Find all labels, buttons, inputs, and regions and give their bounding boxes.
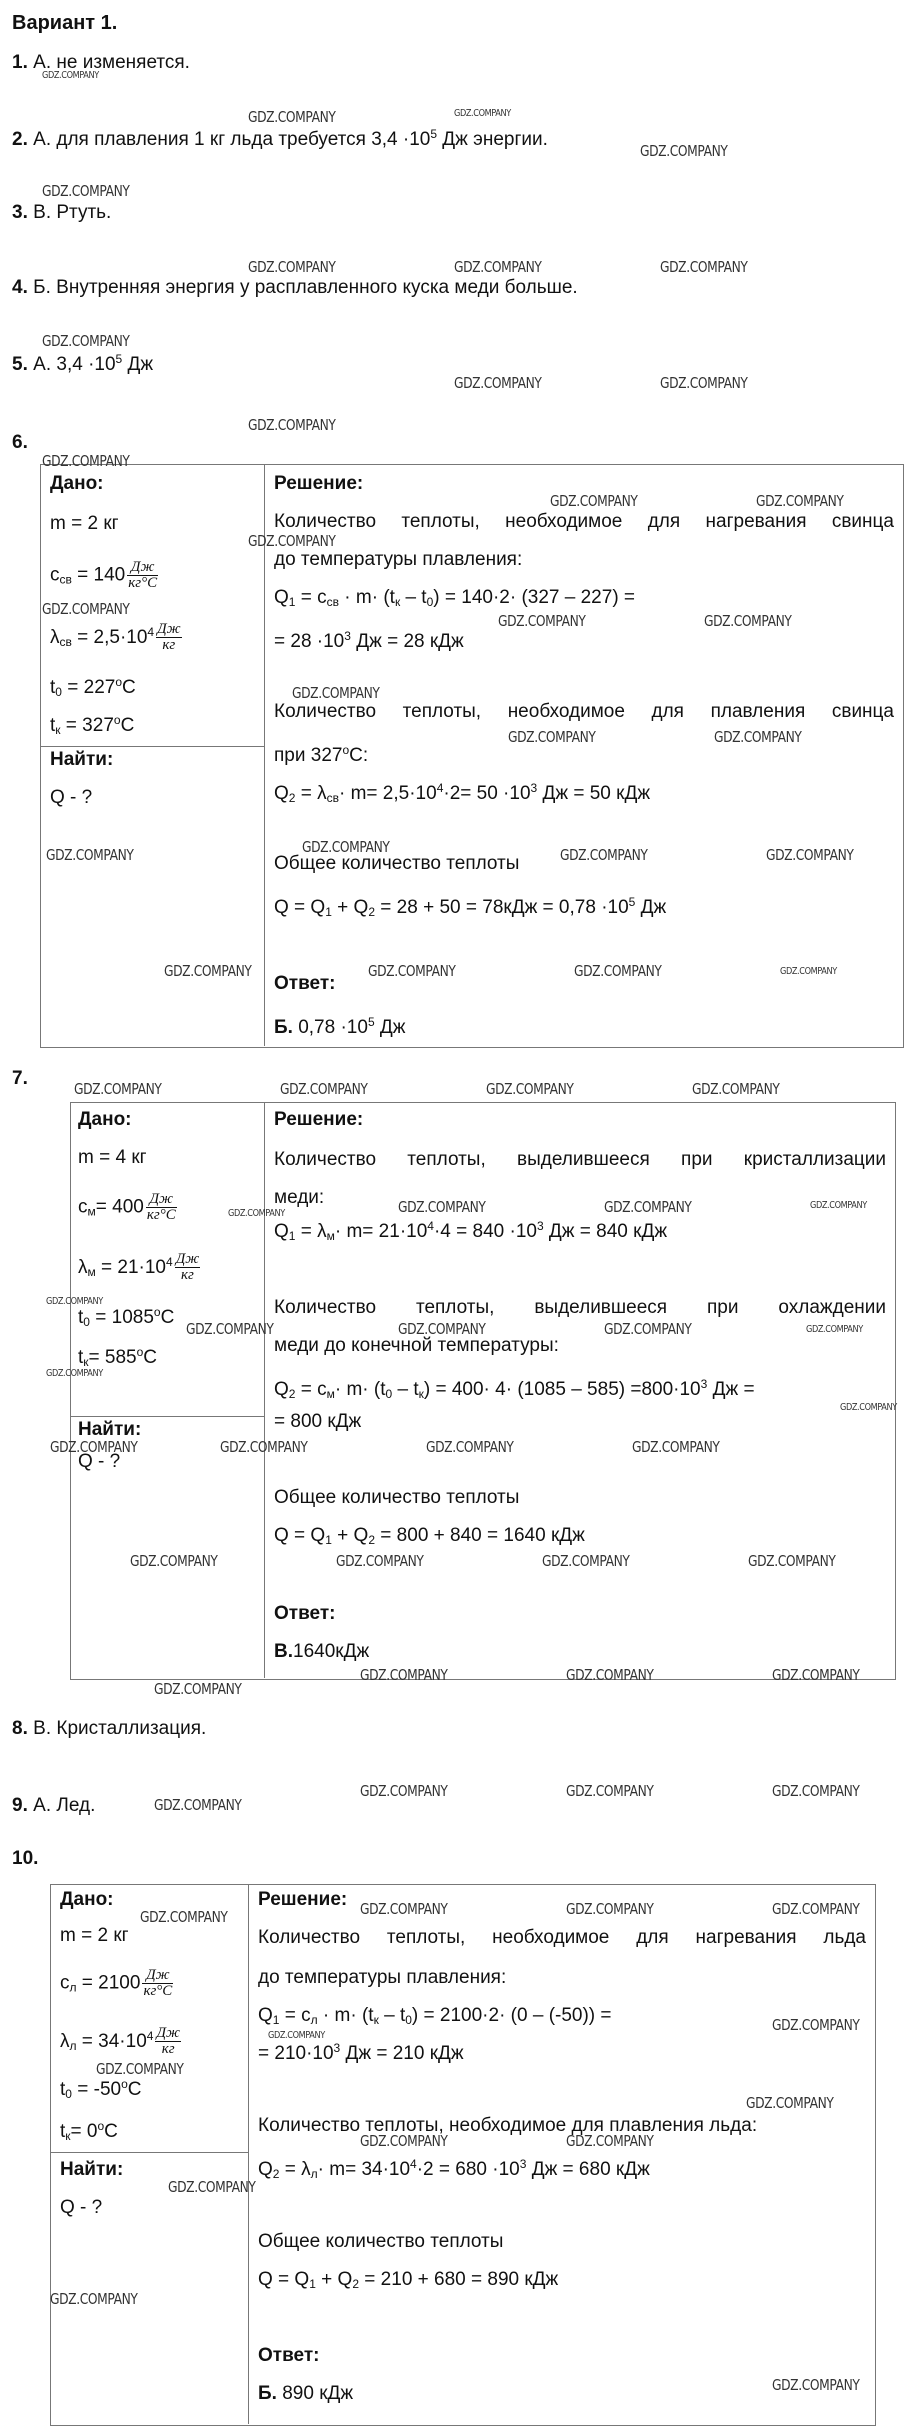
problem-6-given-divider	[40, 746, 264, 747]
given-mass: m = 2 кг	[60, 1925, 129, 1946]
watermark: GDZ.COMPANY	[756, 492, 844, 510]
formula-q-total: $Q = Q_1 + Q_2 = 210 + 680 = 890$ кДж	[258, 2269, 559, 2291]
answer-value: Б. 890 кДж	[258, 2383, 354, 2404]
watermark: GDZ.COMPANY	[486, 1080, 574, 1098]
watermark: GDZ.COMPANY	[46, 846, 134, 864]
watermark: GDZ.COMPANY	[566, 1782, 654, 1800]
given-latent-heat: $\lambda_л = 34\cdot 10^4$ $\frac{Дж}{кг}$	[60, 2025, 180, 2058]
watermark: GDZ.COMPANY	[398, 1198, 486, 1216]
solution-text: при $327^оС$:	[274, 743, 369, 766]
watermark: GDZ.COMPANY	[498, 612, 586, 630]
watermark: GDZ.COMPANY	[248, 416, 336, 434]
solution-text: до температуры плавления:	[274, 549, 523, 570]
watermark: GDZ.COMPANY	[660, 258, 748, 276]
watermark: GDZ.COMPANY	[50, 2290, 138, 2308]
solution-text: Общее количество теплоты	[258, 2231, 504, 2252]
given-t0: $t_0 = 1085^оС$	[78, 1305, 175, 1329]
given-tk: $t_к= 585^оС$	[78, 1345, 158, 1369]
formula-q-total: $Q = Q_1 + Q_2 = 28 + 50 = 78кДж = 0,78 \cdot 10^5$ Дж	[274, 895, 667, 919]
watermark: GDZ.COMPANY	[766, 846, 854, 864]
watermark: GDZ.COMPANY	[772, 1900, 860, 1918]
find-value: Q - ?	[50, 787, 93, 808]
watermark: GDZ.COMPANY	[46, 1296, 103, 1307]
formula-q-total: $Q = Q_1 + Q_2 = 800 + 840 = 1640$ кДж	[274, 1525, 585, 1547]
solution-label: Решение:	[274, 1109, 364, 1130]
problem-10-divider	[248, 1884, 249, 2424]
given-latent-heat: $\lambda_м = 21\cdot 10^4$ $\frac{Дж}{кг}$	[78, 1251, 200, 1284]
solution-text: до температуры плавления:	[258, 1967, 507, 1988]
watermark: GDZ.COMPANY	[140, 1908, 228, 1926]
watermark: GDZ.COMPANY	[42, 70, 99, 81]
formula-q2-result: = 800 кДж	[274, 1411, 362, 1432]
watermark: GDZ.COMPANY	[50, 1438, 138, 1456]
answer-label: Ответ:	[274, 973, 336, 994]
watermark: GDZ.COMPANY	[360, 1782, 448, 1800]
answer-4: 4. Б. Внутренняя энергия у расплавленного куска меди больше.	[12, 277, 578, 298]
watermark: GDZ.COMPANY	[560, 846, 648, 864]
answer-value: Б. $0,78 \cdot 10^5$ Дж	[274, 1015, 406, 1038]
watermark: GDZ.COMPANY	[640, 142, 728, 160]
watermark: GDZ.COMPANY	[454, 108, 511, 119]
watermark: GDZ.COMPANY	[360, 1666, 448, 1684]
answer-value: В.1640кДж	[274, 1641, 370, 1662]
watermark: GDZ.COMPANY	[566, 2132, 654, 2150]
watermark: GDZ.COMPANY	[164, 962, 252, 980]
watermark: GDZ.COMPANY	[42, 452, 130, 470]
watermark: GDZ.COMPANY	[96, 2060, 184, 2078]
watermark: GDZ.COMPANY	[248, 108, 336, 126]
given-label: Дано:	[50, 473, 104, 494]
problem-6-divider	[264, 464, 265, 1046]
find-label: Найти:	[60, 2159, 124, 2180]
find-value: Q - ?	[78, 1451, 121, 1472]
given-t0: $t_0 = -50^оС$	[60, 2077, 142, 2101]
find-label: Найти:	[78, 1419, 142, 1440]
watermark: GDZ.COMPANY	[168, 2178, 256, 2196]
watermark: GDZ.COMPANY	[840, 1402, 897, 1413]
formula-q1: $Q_1 = c_{св} \cdot m\cdot (t_к - t_0) = 140\cdot 2\cdot (327 - 227)$ =	[274, 587, 636, 609]
watermark: GDZ.COMPANY	[42, 600, 130, 618]
watermark: GDZ.COMPANY	[810, 1200, 867, 1211]
given-mass: m = 4 кг	[78, 1147, 147, 1168]
given-label: Дано:	[60, 1889, 114, 1910]
watermark: GDZ.COMPANY	[772, 2016, 860, 2034]
solution-text: Общее количество теплоты	[274, 853, 520, 874]
watermark: GDZ.COMPANY	[604, 1320, 692, 1338]
watermark: GDZ.COMPANY	[748, 1552, 836, 1570]
watermark: GDZ.COMPANY	[42, 182, 130, 200]
answer-2: 2. А. для плавления 1 кг льда требуется $3,4 \cdot 10^5$ Дж энергии.	[12, 127, 548, 150]
solution-text: Количество теплоты, выделившееся при охлаждении	[274, 1297, 886, 1318]
watermark: GDZ.COMPANY	[746, 2094, 834, 2112]
watermark: GDZ.COMPANY	[398, 1320, 486, 1338]
watermark: GDZ.COMPANY	[508, 728, 596, 746]
answer-label: Ответ:	[274, 1603, 336, 1624]
problem-7-given-divider	[70, 1416, 264, 1417]
formula-q2: $Q_2 = \lambda_л\cdot m= 34\cdot 10^4\cdot 2 = 680 \cdot 10^3$ Дж = 680 кДж	[258, 2157, 650, 2181]
watermark: GDZ.COMPANY	[772, 2376, 860, 2394]
watermark: GDZ.COMPANY	[42, 332, 130, 350]
given-heat-capacity: $c_л = 2100$ $\frac{Дж}{кг^\circ С}$	[60, 1967, 173, 1999]
given-t0: $t_0 = 227^oC$	[50, 675, 136, 699]
watermark: GDZ.COMPANY	[248, 258, 336, 276]
formula-q1: $Q_1 = c_л \cdot m\cdot (t_к - t_0) = 2100\cdot 2\cdot (0 - (-50))$ =	[258, 2005, 612, 2027]
watermark: GDZ.COMPANY	[454, 258, 542, 276]
watermark: GDZ.COMPANY	[542, 1552, 630, 1570]
find-label: Найти:	[50, 749, 114, 770]
watermark: GDZ.COMPANY	[632, 1438, 720, 1456]
given-heat-capacity: $c_м= 400$ $\frac{Дж}{кг^\circ С}$	[78, 1191, 176, 1223]
solution-text: Количество теплоты, необходимое для нагревания свинца	[274, 511, 894, 532]
given-latent-heat: $\lambda_{св} = 2,5\cdot 10^4$ $\frac{Дж}{кг}$	[50, 621, 181, 654]
formula-q1: $Q_1 = \lambda_м\cdot m= 21\cdot 10^4\cdot 4 = 840 \cdot 10^3$ Дж = 840 кДж	[274, 1219, 668, 1243]
solution-label: Решение:	[274, 473, 364, 494]
watermark: GDZ.COMPANY	[454, 374, 542, 392]
solution-text: меди:	[274, 1187, 325, 1208]
watermark: GDZ.COMPANY	[280, 1080, 368, 1098]
watermark: GDZ.COMPANY	[46, 1368, 103, 1379]
problem-7-divider	[264, 1102, 265, 1678]
formula-q1-result: = $28 \cdot 10^3$ Дж = 28 кДж	[274, 629, 464, 652]
given-tk: $t_к= 0^оС$	[60, 2119, 118, 2143]
find-value: Q - ?	[60, 2197, 103, 2218]
watermark: GDZ.COMPANY	[360, 1900, 448, 1918]
answer-3: 3. В. Ртуть.	[12, 202, 112, 223]
formula-q2: $Q_2 = \lambda_{св}\cdot m= 2,5\cdot 10^4\cdot 2= 50 \cdot 10^3$ Дж = 50 кДж	[274, 781, 651, 805]
answer-5: 5. А. $3,4 \cdot 10^5$ Дж	[12, 352, 154, 375]
watermark: GDZ.COMPANY	[302, 838, 390, 856]
watermark: GDZ.COMPANY	[154, 1680, 242, 1698]
watermark: GDZ.COMPANY	[220, 1438, 308, 1456]
solution-label: Решение:	[258, 1889, 348, 1910]
watermark: GDZ.COMPANY	[248, 532, 336, 550]
watermark: GDZ.COMPANY	[772, 1666, 860, 1684]
watermark: GDZ.COMPANY	[704, 612, 792, 630]
watermark: GDZ.COMPANY	[714, 728, 802, 746]
watermark: GDZ.COMPANY	[574, 962, 662, 980]
watermark: GDZ.COMPANY	[426, 1438, 514, 1456]
watermark: GDZ.COMPANY	[336, 1552, 424, 1570]
watermark: GDZ.COMPANY	[780, 966, 837, 977]
solution-text: Общее количество теплоты	[274, 1487, 520, 1508]
solution-text: Количество теплоты, выделившееся при кристаллизации	[274, 1149, 886, 1170]
watermark: GDZ.COMPANY	[566, 1900, 654, 1918]
watermark: GDZ.COMPANY	[154, 1796, 242, 1814]
answer-9: 9. А. Лед.	[12, 1795, 96, 1816]
answer-label: Ответ:	[258, 2345, 320, 2366]
watermark: GDZ.COMPANY	[772, 1782, 860, 1800]
problem-10-given-divider	[50, 2152, 248, 2153]
watermark: GDZ.COMPANY	[186, 1320, 274, 1338]
formula-q1-result: = $210\cdot 10^3$ Дж = 210 кДж	[258, 2041, 464, 2064]
watermark: GDZ.COMPANY	[604, 1198, 692, 1216]
given-mass: m = 2 кг	[50, 513, 119, 534]
watermark: GDZ.COMPANY	[566, 1666, 654, 1684]
given-heat-capacity: $c_{св} = 140$ $\frac{Дж}{кг^\circ С}$	[50, 559, 158, 591]
watermark: GDZ.COMPANY	[692, 1080, 780, 1098]
watermark: GDZ.COMPANY	[268, 2030, 325, 2041]
watermark: GDZ.COMPANY	[74, 1080, 162, 1098]
watermark: GDZ.COMPANY	[228, 1208, 285, 1219]
answer-1: 1. А. не изменяется.	[12, 52, 190, 73]
solution-text: Количество теплоты, необходимое для нагревания льда	[258, 1927, 866, 1948]
given-tk: $t_к = 327^oC$	[50, 713, 135, 737]
formula-q2: $Q_2 = c_м\cdot m\cdot (t_0 - t_к) = 400\cdot 4\cdot (1085 - 585) =800\cdot 10^3$ Дж =	[274, 1377, 755, 1401]
answer-8: 8. В. Кристаллизация.	[12, 1718, 207, 1739]
page-title: Вариант 1.	[12, 12, 118, 34]
solution-text: Количество теплоты, необходимое для плавления льда:	[258, 2115, 758, 2136]
watermark: GDZ.COMPANY	[130, 1552, 218, 1570]
solution-text: меди до конечной температуры:	[274, 1335, 559, 1356]
watermark: GDZ.COMPANY	[660, 374, 748, 392]
watermark: GDZ.COMPANY	[368, 962, 456, 980]
problem-10-number: 10.	[12, 1848, 39, 1869]
watermark: GDZ.COMPANY	[360, 2132, 448, 2150]
watermark: GDZ.COMPANY	[806, 1324, 863, 1335]
solution-text: Количество теплоты, необходимое для плавления свинца	[274, 701, 894, 722]
given-label: Дано:	[78, 1109, 132, 1130]
watermark: GDZ.COMPANY	[292, 684, 380, 702]
problem-7-number: 7.	[12, 1068, 28, 1089]
watermark: GDZ.COMPANY	[550, 492, 638, 510]
problem-6-number: 6.	[12, 432, 28, 453]
